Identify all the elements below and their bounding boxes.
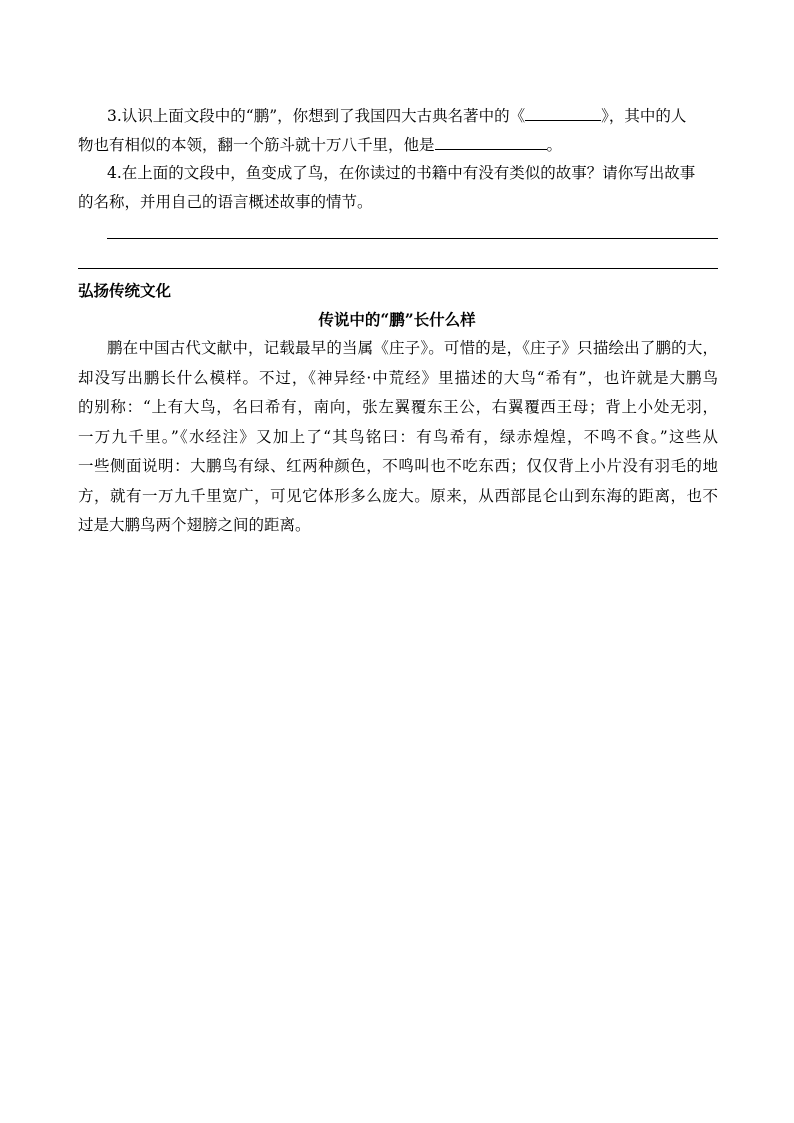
paragraph-line-5: 一些侧面说明：大鹏鸟有绿、红两种颜色，不鸣叫也不吃东西；仅仅背上小片没有羽毛的地 [78,457,718,475]
answer-blank-book-name[interactable] [525,104,601,121]
question-3-line-1 [107,104,686,126]
question-3-text-d: 。 [546,136,563,154]
question-3-text-a: 3.认识上面文段中的“鹏”，你想到了我国四大古典名著中的《 [107,107,526,125]
paragraph-line-7: 过是大鹏鸟两个翅膀之间的距离。 [78,516,311,534]
section-title: 传说中的“鹏”长什么样 [318,310,476,329]
paragraph-line-1: 鹏在中国古代文献中，记载最早的当属《庄子》。可惜的是，《庄子》只描绘出了鹏的大， [107,339,718,357]
answer-line-1[interactable] [107,238,718,239]
section-label: 弘扬传统文化 [78,281,172,300]
paragraph-line-4: 一万九千里。”《水经注》又加上了“其鸟铭曰：有鸟希有，绿赤煌煌，不鸣不食。”这些从 [78,428,718,446]
answer-line-2[interactable] [78,268,718,269]
question-4-line-2: 的名称，并用自己的语言概述故事的情节。 [78,193,373,211]
question-3-line-2 [78,133,562,155]
paragraph-line-6: 方，就有一万九千里宽广，可见它体形多么庞大。原来，从西部昆仑山到东海的距离，也不 [78,487,718,505]
paragraph-line-2: 却没写出鹏长什么模样。不过，《神异经·中荒经》里描述的大鸟“希有”，也许就是大鹏鸟 [78,369,718,387]
question-3-text-c: 物也有相似的本领，翻一个筋斗就十万八千里，他是 [78,136,435,154]
question-3-text-b: 》，其中的人 [601,107,687,125]
answer-blank-character-name[interactable] [435,133,547,150]
question-4-line-1: 4.在上面的文段中，鱼变成了鸟，在你读过的书籍中有没有类似的故事？请你写出故事 [107,164,696,182]
paragraph-line-3: 的别称：“上有大鸟，名曰希有，南向，张左翼覆东王公，右翼覆西王母；背上小处无羽， [78,398,718,416]
